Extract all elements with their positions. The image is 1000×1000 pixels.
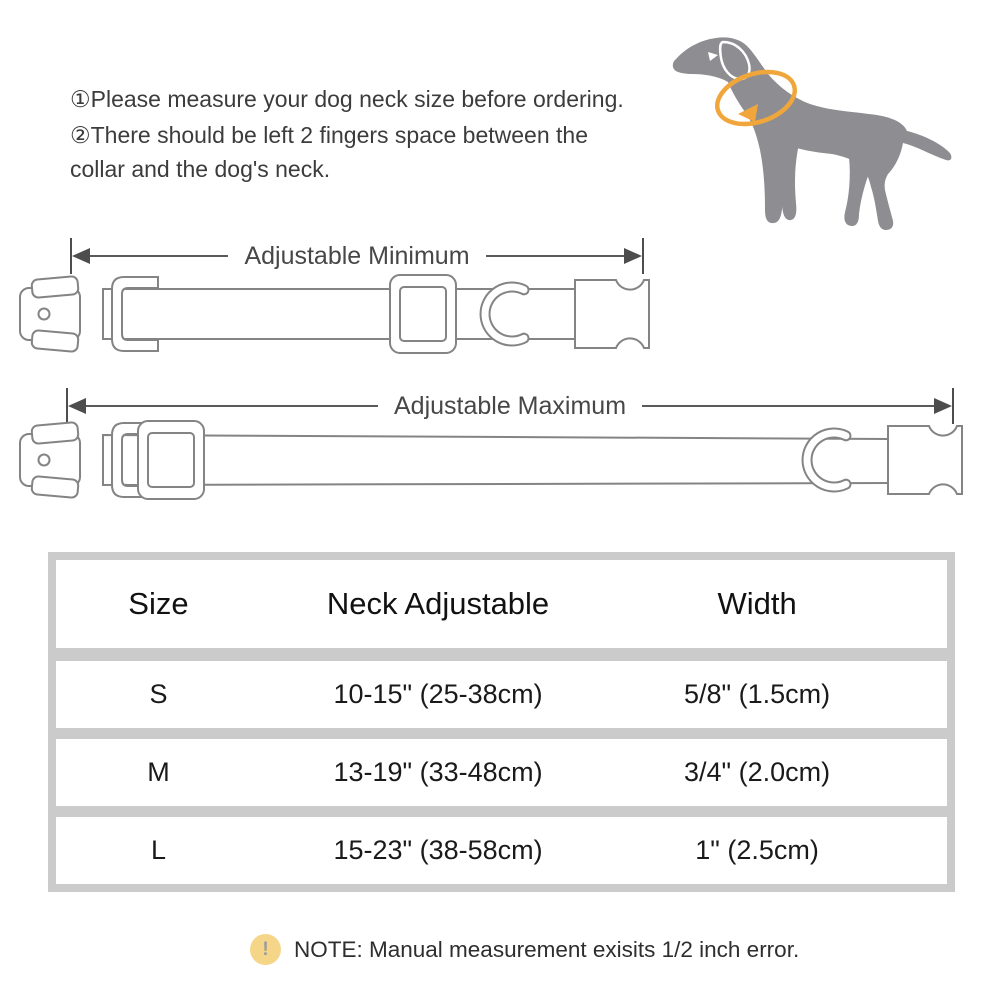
cell-neck: 13-19" (33-48cm): [333, 757, 543, 787]
cell-neck: 15-23" (38-58cm): [333, 835, 543, 865]
instruction-line-2: ②There should be left 2 fingers space between the collar and the dog's neck.: [70, 122, 588, 182]
dimension-end-bar: [642, 238, 644, 274]
cell-size: M: [147, 757, 170, 787]
table-row-l: [56, 817, 947, 884]
dimension-line: [486, 255, 624, 257]
arrow-left-icon: [68, 398, 86, 414]
dimension-end-bar: [952, 388, 954, 424]
collar-minimum-diagram: [18, 274, 658, 358]
header-width: Width: [717, 586, 797, 621]
header-neck-adjustable: Neck Adjustable: [326, 586, 550, 621]
table-row-s: [56, 661, 947, 728]
cell-size: S: [149, 679, 168, 709]
size-table-header: [56, 560, 947, 648]
arrow-right-icon: [624, 248, 642, 264]
collar-strap: [103, 289, 575, 339]
collar-maximum-diagram: [18, 420, 963, 504]
dimension-line: [86, 405, 378, 407]
note-row: [250, 934, 799, 965]
dimension-maximum: [66, 388, 954, 424]
arrow-left-icon: [72, 248, 90, 264]
exclamation-icon: !: [250, 934, 281, 965]
cell-size: L: [150, 835, 166, 865]
dog-illustration: [648, 12, 980, 237]
table-row-m: [56, 739, 947, 806]
collar-strap: [103, 435, 895, 485]
arrow-right-icon: [934, 398, 952, 414]
dimension-label-minimum: Adjustable Minimum: [244, 241, 470, 270]
dimension-line: [642, 405, 934, 407]
dimension-line: [90, 255, 228, 257]
cell-width: 1" (2.5cm): [695, 835, 819, 865]
dog-body: [673, 37, 952, 230]
size-table: [48, 552, 955, 892]
dimension-label-maximum: Adjustable Maximum: [393, 391, 627, 420]
cell-width: 3/4" (2.0cm): [683, 757, 831, 787]
note-text: NOTE: Manual measurement exisits 1/2 inch error.: [294, 936, 800, 962]
header-size: Size: [128, 586, 189, 621]
instructions-block: [70, 82, 648, 188]
dimension-minimum: [70, 238, 644, 274]
cell-width: 5/8" (1.5cm): [683, 679, 831, 709]
cell-neck: 10-15" (25-38cm): [333, 679, 543, 709]
instruction-line-1: ①Please measure your dog neck size before ordering.: [70, 86, 624, 112]
